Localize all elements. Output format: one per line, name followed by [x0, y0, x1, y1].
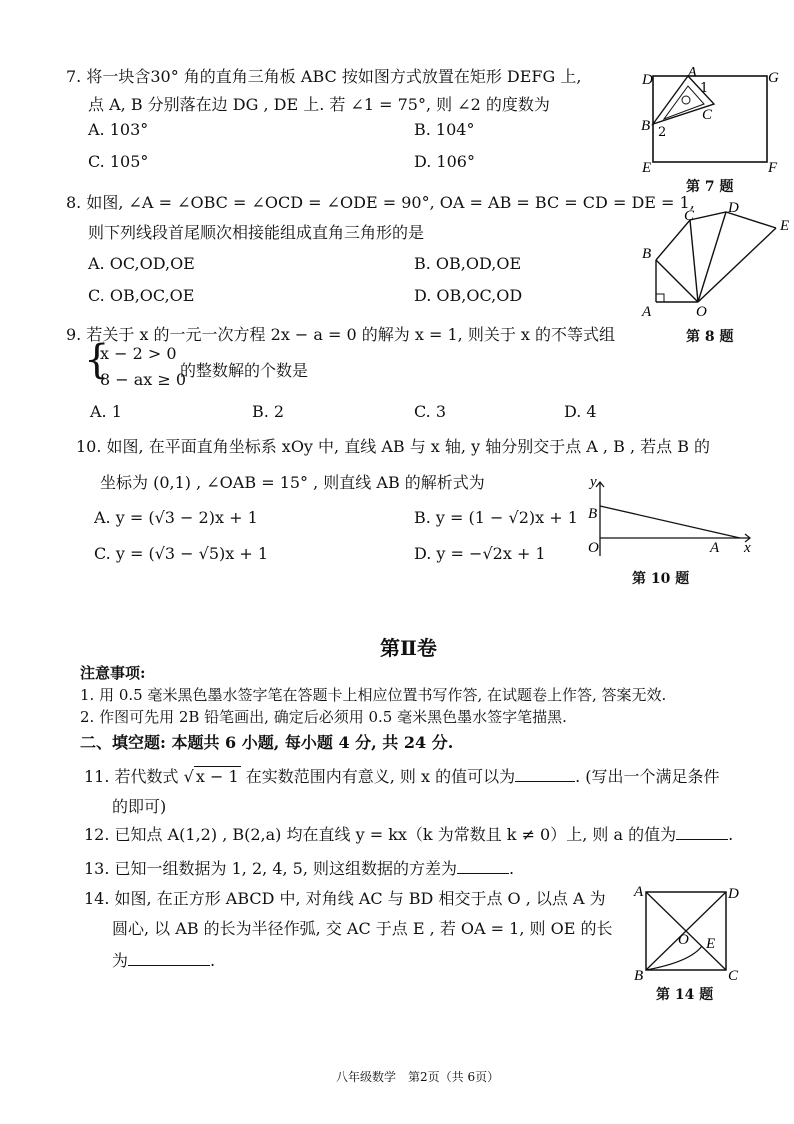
q13-line: [84, 856, 514, 879]
q14-end: .: [210, 951, 216, 970]
q10-label-x: x: [744, 540, 751, 556]
q9-inequality-2: 8 − ax ≥ 0: [100, 370, 187, 389]
q14-line3-text: 为: [112, 951, 129, 970]
q10-label-y: y: [590, 476, 597, 490]
notice-title: 注意事项:: [80, 664, 146, 682]
q14-line1: 14. 如图, 在正方形 ABCD 中, 对角线 AC 与 BD 相交于点 O , 以点 A 为: [84, 889, 606, 908]
q7-line2: 点 A, B 分别落在边 DG , DE 上. 若 ∠1 = 75°, 则 ∠2 的度数为: [88, 95, 550, 114]
q14-line2: 圆心, 以 AB 的长为半径作弧, 交 AC 于点 E , 若 OA = 1, 则 OE 的长: [112, 919, 613, 938]
q7-figure: [636, 64, 786, 176]
q11-tail: . (写出一个满足条件: [575, 767, 720, 786]
q8-option-d: D. OB,OC,OD: [414, 286, 523, 305]
q11-line2: 的即可): [112, 797, 167, 816]
q12-answer-blank[interactable]: [676, 825, 728, 840]
q14-label-a: A: [634, 884, 644, 900]
q10-caption: 第 10 题: [632, 571, 690, 587]
q13-text: 13. 已知一组数据为 1, 2, 4, 5, 则这组数据的方差为: [84, 859, 458, 878]
q12-text: 12. 已知点 A(1,2) , B(2,a) 均在直线 y = kx（k 为常数且 k ≠ 0）上, 则 a 的值为: [84, 825, 677, 844]
q14-label-e: E: [706, 936, 716, 952]
q8-figure: [638, 198, 794, 320]
q8-label-b: B: [642, 246, 652, 262]
q9-line1: 9. 若关于 x 的一元一次方程 2x − a = 0 的解为 x = 1, 则关于 x 的不等式组: [66, 325, 616, 344]
q10-line2: 坐标为 (0,1) , ∠OAB = 15° , 则直线 AB 的解析式为: [100, 473, 485, 492]
page-footer: 八年级数学 第2页（共 6页）: [336, 1070, 500, 1084]
q8-label-e: E: [780, 218, 790, 234]
q7-label-c: C: [702, 107, 713, 123]
q9-inequality-1: x − 2 > 0: [100, 344, 177, 363]
q11-post: 在实数范围内有意义, 则 x 的值可以为: [245, 767, 516, 786]
q12-end: .: [728, 825, 734, 844]
q10-label-o: O: [588, 540, 599, 556]
q7-line1: 7. 将一块含30° 角的直角三角板 ABC 按如图方式放置在矩形 DEFG 上,: [66, 67, 582, 86]
q10-figure: [580, 476, 760, 562]
q9-brace: {: [84, 337, 110, 383]
q9-tail: 的整数解的个数是: [180, 361, 309, 380]
q10-option-c: C. y = (√3 − √5)x + 1: [94, 544, 269, 563]
q14-label-o: O: [678, 932, 689, 948]
q11-pre: 11. 若代数式: [84, 767, 179, 786]
q8-label-c: C: [684, 208, 695, 224]
q7-label-d: D: [642, 72, 653, 88]
q7-label-angle2: 2: [658, 125, 667, 140]
q14-line3: [112, 948, 215, 971]
q10-option-b: B. y = (1 − √2)x + 1: [414, 508, 578, 527]
q8-label-d: D: [728, 200, 739, 216]
q11-sqrt: √ x − 1: [183, 767, 239, 786]
q11-line1: [84, 764, 720, 787]
section-heading: 二、填空题: 本题共 6 小题, 每小题 4 分, 共 24 分.: [80, 733, 454, 752]
q14-label-c: C: [728, 968, 739, 982]
q8-label-a: A: [642, 304, 652, 320]
q11-radicand: x − 1: [195, 767, 239, 786]
q7-caption: 第 7 题: [686, 179, 734, 195]
notice-2: 2. 作图可先用 2B 铅笔画出, 确定后必须用 0.5 毫米黑色墨水签字笔描黑.: [80, 708, 567, 726]
q10-option-a: A. y = (√3 − 2)x + 1: [94, 508, 258, 527]
q8-line2: 则下列线段首尾顺次相接能组成直角三角形的是: [88, 223, 425, 242]
q7-label-g: G: [768, 70, 779, 86]
q14-label-b: B: [634, 968, 644, 982]
notice-1: 1. 用 0.5 毫米黑色墨水签字笔在答题卡上相应位置书写作答, 在试题卷上作答, 答案无效.: [80, 686, 667, 704]
q7-option-c: C. 105°: [88, 152, 149, 171]
q7-option-d: D. 106°: [414, 152, 475, 171]
part2-title: 第Ⅱ卷: [380, 636, 437, 660]
q9-option-a: A. 1: [90, 402, 122, 421]
q14-label-d: D: [728, 886, 739, 902]
q7-option-b: B. 104°: [414, 120, 475, 139]
q8-label-o: O: [696, 304, 707, 320]
q9-option-d: D. 4: [564, 402, 597, 421]
q12-line: [84, 822, 733, 845]
q10-line1: 10. 如图, 在平面直角坐标系 xOy 中, 直线 AB 与 x 轴, y 轴分别交于点 A , B , 若点 B 的: [76, 437, 711, 456]
q7-option-a: A. 103°: [88, 120, 149, 139]
q7-label-angle1: 1: [700, 81, 709, 96]
q7-label-e: E: [642, 160, 652, 176]
q7-label-a: A: [688, 65, 697, 80]
q8-option-a: A. OC,OD,OE: [88, 254, 195, 273]
q10-label-b: B: [588, 506, 598, 522]
q13-end: .: [509, 859, 515, 878]
q10-label-a: A: [710, 540, 720, 556]
q14-caption: 第 14 题: [656, 987, 714, 1003]
q8-option-c: C. OB,OC,OE: [88, 286, 195, 305]
q14-answer-blank[interactable]: [128, 951, 210, 966]
q7-label-b: B: [641, 118, 651, 134]
q9-option-b: B. 2: [252, 402, 285, 421]
q10-option-d: D. y = −√2x + 1: [414, 544, 546, 563]
q13-answer-blank[interactable]: [457, 859, 509, 874]
q9-option-c: C. 3: [414, 402, 447, 421]
q8-option-b: B. OB,OD,OE: [414, 254, 522, 273]
q8-line1: 8. 如图, ∠A = ∠OBC = ∠OCD = ∠ODE = 90°, OA = AB = BC = CD = DE = 1,: [66, 193, 695, 212]
q14-figure: [630, 882, 744, 982]
q7-label-f: F: [768, 160, 778, 176]
q8-caption: 第 8 题: [686, 329, 734, 345]
q11-answer-blank[interactable]: [515, 767, 575, 782]
